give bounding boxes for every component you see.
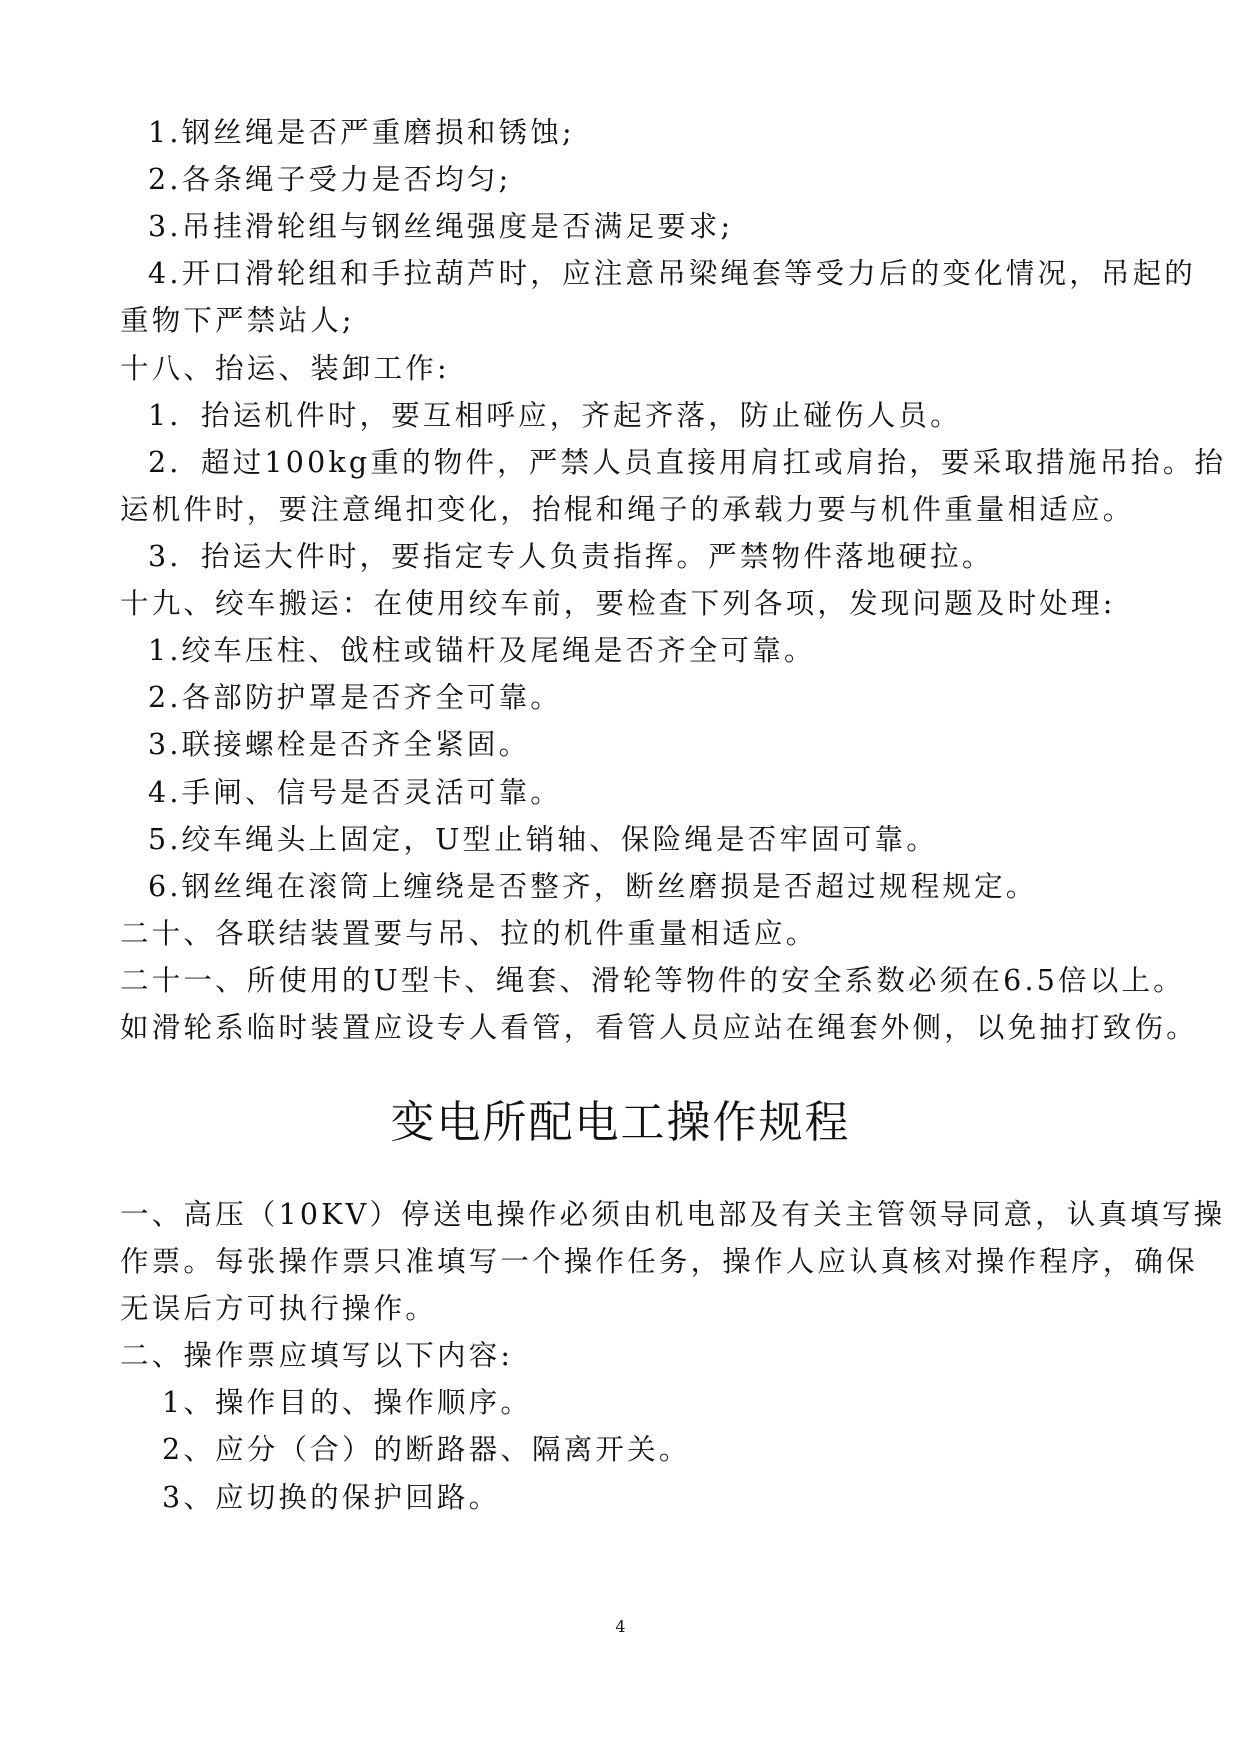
text-line: 1．抬运机件时，要互相呼应，齐起齐落，防止碰伤人员。 [148, 399, 962, 432]
text-line: 2、应分（合）的断路器、隔离开关。 [162, 1433, 691, 1466]
text-line: 作票。每张操作票只准填写一个操作任务，操作人应认真核对操作程序，确保 [120, 1245, 1198, 1278]
section-heading: 十八、抬运、装卸工作: [120, 352, 450, 385]
text-line: 1.钢丝绳是否严重磨损和锈蚀; [148, 116, 575, 149]
text-line: 3、应切换的保护回路。 [162, 1481, 501, 1514]
text-line: 4.开口滑轮组和手拉葫芦时，应注意吊梁绳套等受力后的变化情况，吊起的 [148, 257, 1196, 290]
text-line: 4.手闸、信号是否灵活可靠。 [148, 776, 562, 809]
section-heading: 二十、各联结装置要与吊、拉的机件重量相适应。 [120, 917, 818, 950]
text-line: 1.绞车压柱、戗柱或锚杆及尾绳是否齐全可靠。 [148, 634, 816, 667]
page-number: 4 [615, 1617, 626, 1636]
section-heading: 一、高压（10KV）停送电操作必须由机电部及有关主管领导同意，认真填写操 [120, 1198, 1226, 1231]
text-line: 2.各部防护罩是否齐全可靠。 [148, 681, 562, 714]
text-line: 5.绞车绳头上固定，U型止销轴、保险绳是否牢固可靠。 [148, 823, 938, 856]
section-heading: 二十一、所使用的U型卡、绳套、滑轮等物件的安全系数必须在6.5倍以上。 [120, 964, 1185, 997]
section-heading: 二、操作票应填写以下内容: [120, 1339, 514, 1372]
text-line: 3.吊挂滑轮组与钢丝绳强度是否满足要求; [148, 210, 734, 243]
text-line: 3.联接螺栓是否齐全紧固。 [148, 728, 531, 761]
document-title: 变电所配电工操作规程 [390, 1097, 851, 1148]
text-line: 2.各条绳子受力是否均匀; [148, 163, 512, 196]
text-line: 如滑轮系临时装置应设专人看管，看管人员应站在绳套外侧，以免抽打致伤。 [120, 1011, 1198, 1044]
text-line: 2．超过100kg重的物件，严禁人员直接用肩扛或肩抬，要采取措施吊抬。抬 [148, 446, 1227, 479]
text-line: 运机件时，要注意绳扣变化，抬棍和绳子的承载力要与机件重量相适应。 [120, 493, 1135, 526]
section-heading: 十九、绞车搬运：在使用绞车前，要检查下列各项，发现问题及时处理: [120, 587, 1116, 620]
text-line: 无误后方可执行操作。 [120, 1292, 438, 1325]
text-line: 重物下严禁站人; [120, 304, 355, 337]
text-line: 6.钢丝绳在滚筒上缠绕是否整齐，断丝磨损是否超过规程规定。 [148, 870, 1038, 903]
text-line: 1、操作目的、操作顺序。 [162, 1386, 533, 1419]
text-line: 3．抬运大件时，要指定专人负责指挥。严禁物件落地硬拉。 [148, 540, 994, 573]
